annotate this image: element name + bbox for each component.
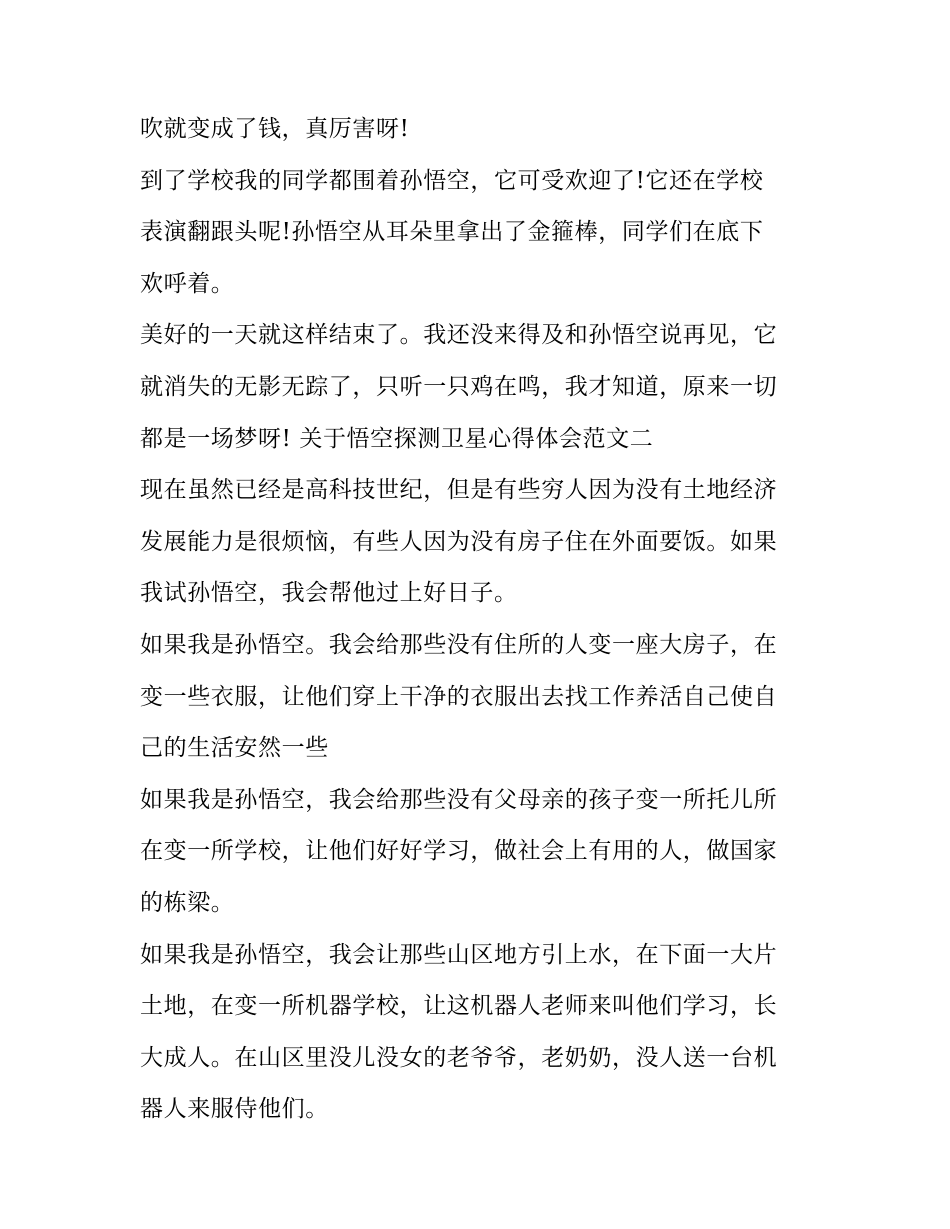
text-line: 如果我是孙悟空，我会让那些山区地方引上水，在下面一大片 — [140, 941, 778, 968]
document-body — [140, 104, 812, 1136]
text-line: 的栋梁。 — [140, 889, 235, 916]
text-line: 到了学校我的同学都围着孙悟空，它可受欢迎了!它还在学校 — [140, 167, 764, 194]
text-line: 在变一所学校，让他们好好学习，做社会上有用的人，做国家 — [140, 838, 778, 865]
text-line: 就消失的无影无踪了，只听一只鸡在鸣，我才知道，原来一切 — [140, 373, 778, 400]
text-line: 表演翻跟头呢!孙悟空从耳朵里拿出了金箍棒，同学们在底下 — [140, 219, 764, 246]
text-line: 都是一场梦呀! 关于悟空探测卫星心得体会范文二 — [140, 425, 654, 452]
text-line: 器人来服侍他们。 — [140, 1096, 329, 1123]
text-line: 土地，在变一所机器学校，让这机器人老师来叫他们学习，长 — [140, 993, 778, 1020]
text-line: 现在虽然已经是高科技世纪，但是有些穷人因为没有土地经济 — [140, 477, 778, 504]
text-line: 吹就变成了钱，真厉害呀! — [140, 116, 410, 142]
text-line: 如果我是孙悟空，我会给那些没有父母亲的孩子变一所托儿所 — [140, 786, 778, 813]
text-line: 己的生活安然一些 — [140, 735, 329, 762]
text-line: 大成人。在山区里没儿没女的老爷爷，老奶奶，没人送一台机 — [140, 1044, 778, 1071]
text-line: 欢呼着。 — [140, 270, 235, 297]
text-line: 我试孙悟空，我会帮他过上好日子。 — [140, 580, 518, 607]
text-line: 美好的一天就这样结束了。我还没来得及和孙悟空说再见，它 — [140, 322, 778, 349]
text-line: 如果我是孙悟空。我会给那些没有住所的人变一座大房子，在 — [140, 631, 778, 658]
text-line: 变一些衣服，让他们穿上干净的衣服出去找工作养活自己使自 — [140, 683, 778, 710]
text-line: 发展能力是很烦恼，有些人因为没有房子住在外面要饭。如果 — [140, 528, 778, 555]
